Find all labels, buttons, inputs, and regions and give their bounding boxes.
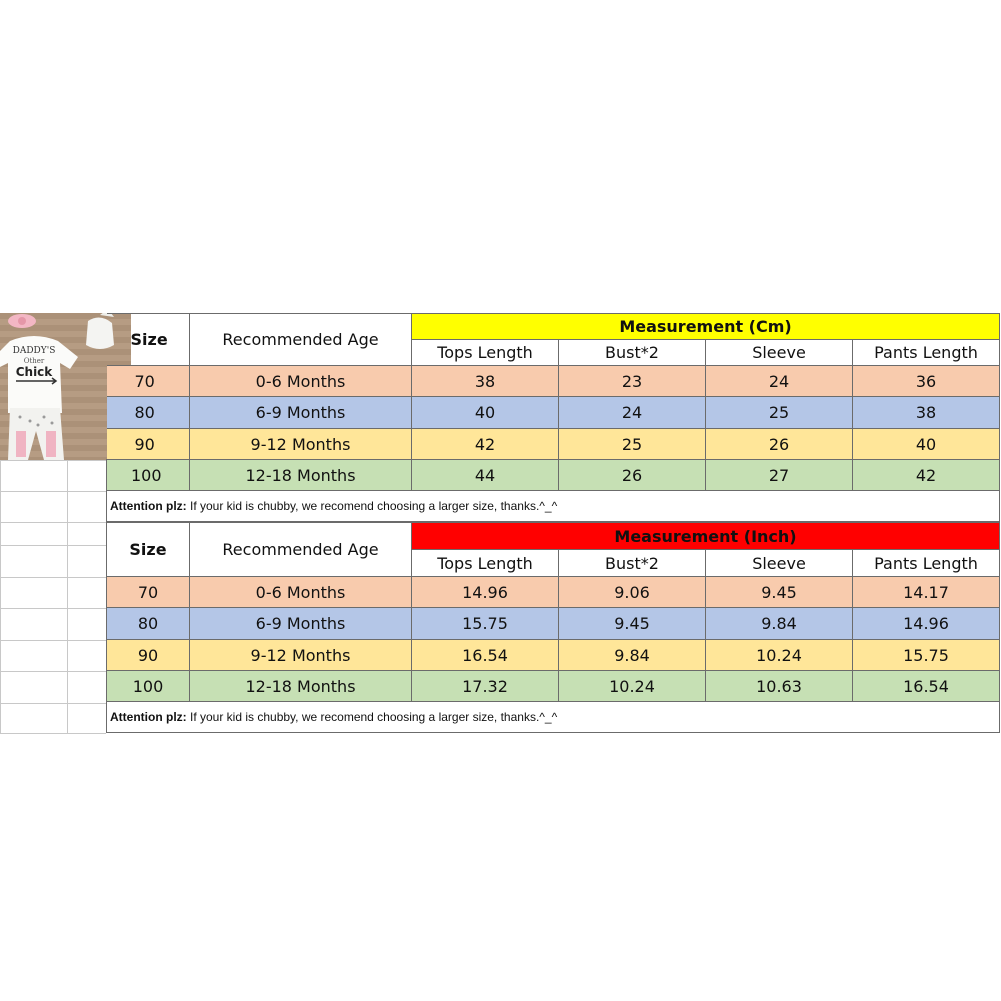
attention-text: If your kid is chubby, we recomend choosing a larger size, thanks.^_^ (186, 499, 558, 513)
attention-text: If your kid is chubby, we recomend choosing a larger size, thanks.^_^ (186, 710, 558, 724)
value-cell: 9.84 (706, 608, 853, 640)
value-cell: 9.84 (559, 640, 706, 671)
measurement-inch-header: Measurement (Inch) (412, 523, 1000, 550)
column-header-size: Size (107, 523, 190, 577)
value-cell: 38 (412, 366, 559, 397)
value-cell: 42 (412, 429, 559, 460)
age-cell: 12-18 Months (190, 460, 412, 491)
table-row (107, 671, 1000, 702)
attention-note (107, 702, 1000, 733)
column-header-age: Recommended Age (190, 523, 412, 577)
column-header-bust: Bust*2 (559, 550, 706, 577)
value-cell: 10.24 (559, 671, 706, 702)
value-cell: 16.54 (412, 640, 559, 671)
table-row (107, 366, 1000, 397)
size-cell: 80 (107, 397, 190, 429)
age-cell: 9-12 Months (190, 640, 412, 671)
column-header-tops-length: Tops Length (412, 550, 559, 577)
value-cell: 42 (853, 460, 1000, 491)
shirt-text-2: Other (23, 357, 45, 365)
value-cell: 24 (559, 397, 706, 429)
value-cell: 40 (853, 429, 1000, 460)
column-header-size: Size (107, 314, 190, 366)
table-row (107, 460, 1000, 491)
measurement-cm-header: Measurement (Cm) (412, 314, 1000, 340)
value-cell: 14.96 (412, 577, 559, 608)
shirt-text-1: DADDY'S (12, 346, 56, 356)
column-header-pants-length: Pants Length (853, 340, 1000, 366)
size-cell: 70 (107, 577, 190, 608)
size-chart-inch (106, 522, 1000, 733)
value-cell: 16.54 (853, 671, 1000, 702)
value-cell: 44 (412, 460, 559, 491)
value-cell: 9.45 (706, 577, 853, 608)
column-header-sleeve: Sleeve (706, 550, 853, 577)
value-cell: 38 (853, 397, 1000, 429)
column-header-age: Recommended Age (190, 314, 412, 366)
value-cell: 23 (559, 366, 706, 397)
value-cell: 15.75 (853, 640, 1000, 671)
attention-label: Attention plz: (110, 499, 187, 513)
table-row (107, 577, 1000, 608)
value-cell: 9.06 (559, 577, 706, 608)
column-header-tops-length: Tops Length (412, 340, 559, 366)
attention-note (107, 491, 1000, 522)
size-cell: 90 (107, 429, 190, 460)
shirt-text-3: Chick (15, 365, 53, 379)
value-cell: 15.75 (412, 608, 559, 640)
table-row (107, 608, 1000, 640)
value-cell: 36 (853, 366, 1000, 397)
age-cell: 6-9 Months (190, 397, 412, 429)
size-cell: 90 (107, 640, 190, 671)
attention-label: Attention plz: (110, 710, 187, 724)
column-header-sleeve: Sleeve (706, 340, 853, 366)
value-cell: 14.96 (853, 608, 1000, 640)
age-cell: 9-12 Months (190, 429, 412, 460)
value-cell: 10.63 (706, 671, 853, 702)
column-header-pants-length: Pants Length (853, 550, 1000, 577)
size-cell: 80 (107, 608, 190, 640)
value-cell: 27 (706, 460, 853, 491)
age-cell: 6-9 Months (190, 608, 412, 640)
value-cell: 26 (559, 460, 706, 491)
value-cell: 25 (706, 397, 853, 429)
size-chart-cm (106, 313, 1000, 522)
value-cell: 24 (706, 366, 853, 397)
value-cell: 26 (706, 429, 853, 460)
value-cell: 25 (559, 429, 706, 460)
value-cell: 17.32 (412, 671, 559, 702)
table-row (107, 640, 1000, 671)
table-row (107, 429, 1000, 460)
value-cell: 40 (412, 397, 559, 429)
value-cell: 9.45 (559, 608, 706, 640)
size-cell: 100 (107, 460, 190, 491)
value-cell: 14.17 (853, 577, 1000, 608)
size-cell: 70 (107, 366, 190, 397)
column-header-bust: Bust*2 (559, 340, 706, 366)
age-cell: 0-6 Months (190, 366, 412, 397)
table-row (107, 397, 1000, 429)
size-cell: 100 (107, 671, 190, 702)
age-cell: 12-18 Months (190, 671, 412, 702)
value-cell: 10.24 (706, 640, 853, 671)
age-cell: 0-6 Months (190, 577, 412, 608)
